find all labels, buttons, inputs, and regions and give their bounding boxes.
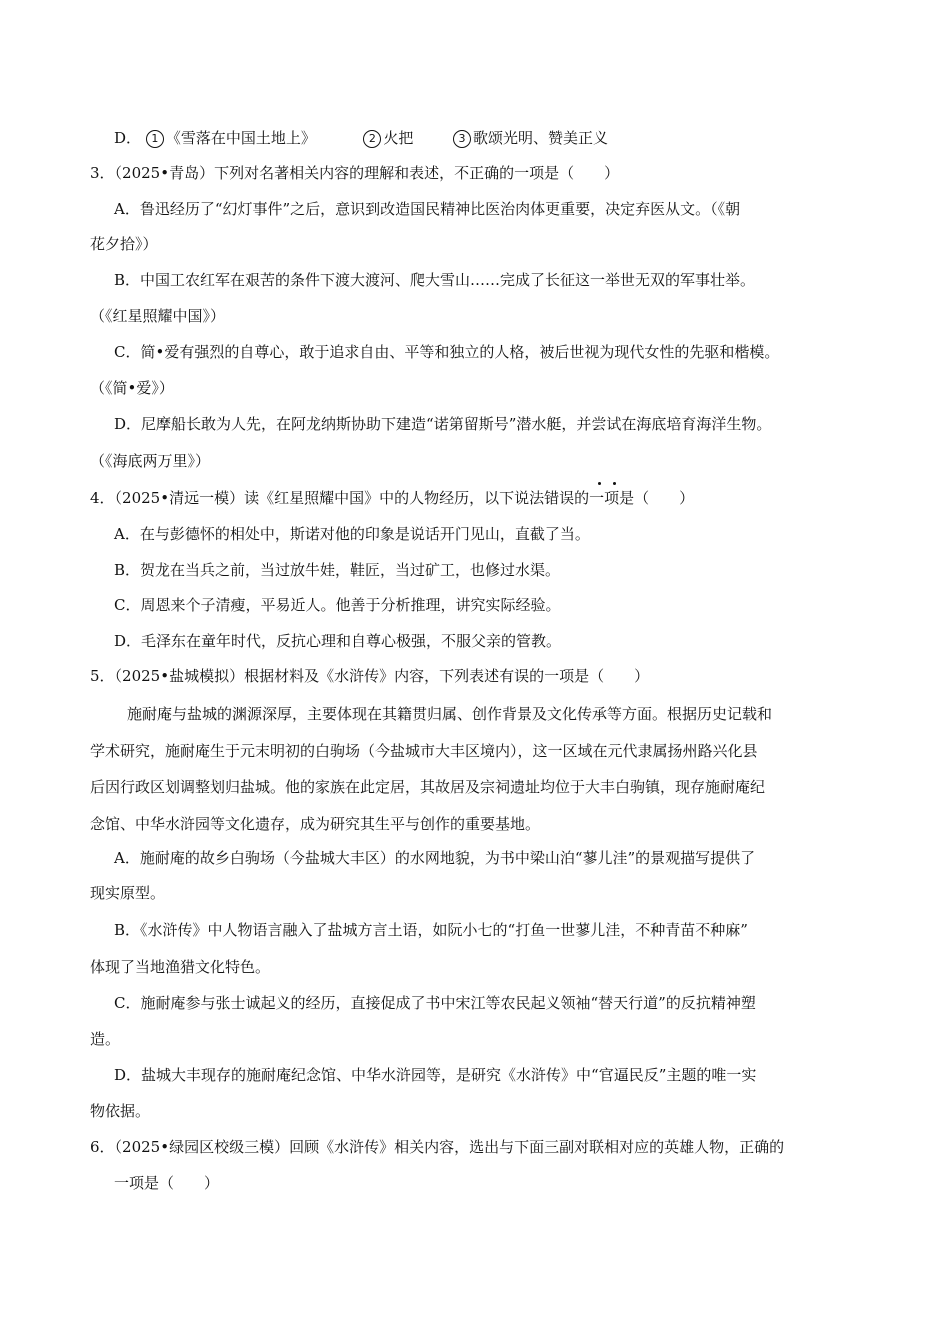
q3-option-d-line1: D．尼摩船长敢为人先，在阿龙纳斯协助下建造“诺第留斯号”潜水艇，并尝试在海底培育海洋生物。 bbox=[114, 415, 772, 433]
q2-option-d bbox=[114, 128, 608, 148]
q3-option-d-line2: （《海底两万里》） bbox=[90, 452, 211, 470]
q2-option-d-item-1: 《雪落在中国土地上》 bbox=[165, 129, 316, 147]
q4-option-a: A．在与彭德怀的相处中，斯诺对他的印象是说话开门见山，直截了当。 bbox=[114, 525, 590, 543]
q6-stem-line2: 一项是（ ） bbox=[114, 1174, 220, 1192]
q2-option-d-label: D． bbox=[114, 129, 142, 147]
q5-option-d-line1: D．盐城大丰现存的施耐庵纪念馆、中华水浒园等，是研究《水浒传》中“官逼民反”主题的唯一实 bbox=[114, 1066, 757, 1084]
q5-option-c-line1: C．施耐庵参与张士诚起义的经历，直接促成了书中宋江等农民起义领袖“替天行道”的反抗精神塑 bbox=[114, 994, 756, 1012]
q3-option-a-line2: 花夕拾》） bbox=[90, 235, 158, 253]
q4-option-c: C．周恩来个子清瘦，平易近人。他善于分析推理，讲究实际经验。 bbox=[114, 596, 561, 614]
q4-stem: 4．（2025•清远一模）读《红星照耀中国》中的人物经历，以下说法错误的一项是（ ） bbox=[90, 489, 695, 507]
q6-stem-line1: 6．（2025•绿园区校级三模）回顾《水浒传》相关内容，选出与下面三副对联相对应的英雄人物，正确的 bbox=[90, 1138, 785, 1156]
circled-number-1: 1 bbox=[146, 130, 164, 148]
q4-option-b: B．贺龙在当兵之前，当过放牛娃，鞋匠，当过矿工，也修过水渠。 bbox=[114, 561, 561, 579]
q2-option-d-item-2: 火把 bbox=[383, 129, 414, 147]
q5-option-c-line2: 造。 bbox=[90, 1030, 121, 1048]
q5-option-b-line2: 体现了当地渔猎文化特色。 bbox=[90, 958, 271, 976]
q3-stem: 3．（2025•青岛）下列对名著相关内容的理解和表述，不正确的一项是（ ） bbox=[90, 164, 620, 182]
q5-material-line2: 学术研究，施耐庵生于元末明初的白驹场（今盐城市大丰区境内），这一区域在元代隶属扬州路兴化县 bbox=[90, 742, 758, 760]
q3-option-c-line2: （《简•爱》） bbox=[90, 379, 174, 397]
q5-material-line3: 后因行政区划调整划归盐城。他的家族在此定居，其故居及宗祠遗址均位于大丰白驹镇，现存施耐庵纪 bbox=[90, 778, 766, 796]
q5-material-line1: 施耐庵与盐城的渊源深厚，主要体现在其籍贯归属、创作背景及文化传承等方面。根据历史记载和 bbox=[127, 705, 773, 723]
circled-number-2: 2 bbox=[363, 130, 381, 148]
q2-option-d-item-3: 歌颂光明、赞美正义 bbox=[472, 129, 608, 147]
q5-option-a-line2: 现实原型。 bbox=[90, 884, 166, 902]
q3-option-a-line1: A．鲁迅经历了“幻灯事件”之后，意识到改造国民精神比医治肉体更重要，决定弃医从文。（《朝 bbox=[114, 200, 741, 218]
q5-material-line4: 念馆、中华水浒园等文化遗存，成为研究其生平与创作的重要基地。 bbox=[90, 815, 541, 833]
q3-option-b-line2: （《红星照耀中国》） bbox=[90, 307, 226, 325]
q5-stem: 5．（2025•盐城模拟）根据材料及《水浒传》内容，下列表述有误的一项是（ ） bbox=[90, 667, 650, 685]
q3-option-c-line1: C．简•爱有强烈的自尊心，敢于追求自由、平等和独立的人格，被后世视为现代女性的先驱和楷模。 bbox=[114, 343, 780, 361]
emphasis-dot bbox=[613, 482, 616, 485]
q3-option-b-line1: B．中国工农红军在艰苦的条件下渡大渡河、爬大雪山……完成了长征这一举世无双的军事壮举。 bbox=[114, 271, 756, 289]
q4-option-d: D．毛泽东在童年时代，反抗心理和自尊心极强，不服父亲的管教。 bbox=[114, 632, 562, 650]
circled-number-3: 3 bbox=[453, 130, 471, 148]
q5-option-a-line1: A．施耐庵的故乡白驹场（今盐城大丰区）的水网地貌，为书中梁山泊“蓼儿洼”的景观描写提供了 bbox=[114, 849, 756, 867]
emphasis-dot bbox=[598, 482, 601, 485]
q5-option-b-line1: B．《水浒传》中人物语言融入了盐城方言土语，如阮小七的“打鱼一世蓼儿洼，不种青苗不种麻” bbox=[114, 921, 748, 939]
q5-option-d-line2: 物依据。 bbox=[90, 1102, 151, 1120]
